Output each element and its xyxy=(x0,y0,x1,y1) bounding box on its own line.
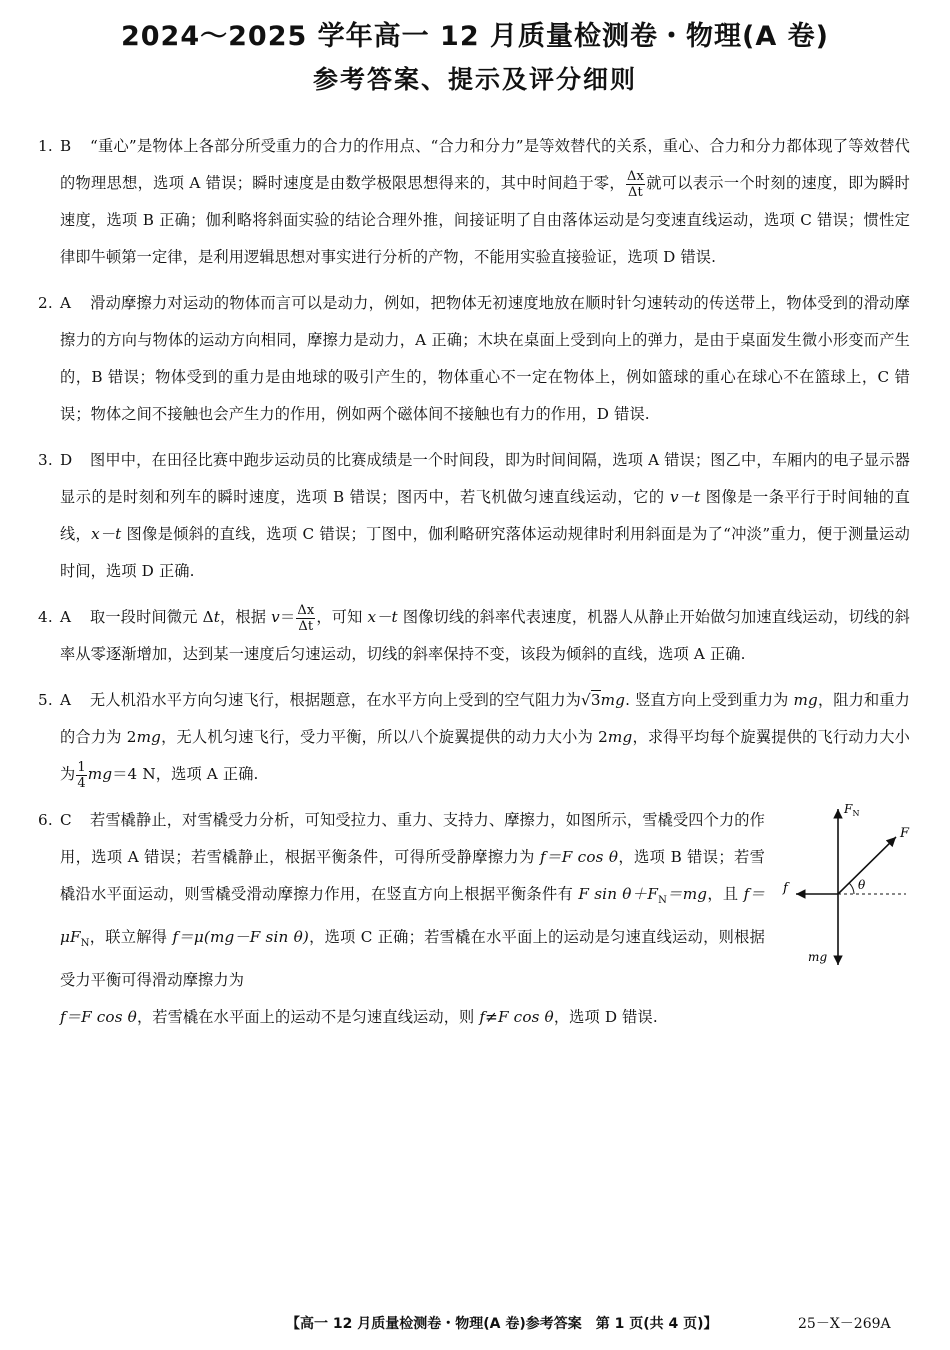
answer-text: ＝4 N，选项 A 正确. xyxy=(112,765,259,783)
answer-text: ，且 xyxy=(707,885,744,903)
math-symbol: mg xyxy=(600,691,626,709)
answer-list xyxy=(38,128,910,1045)
answer-text: 滑动摩擦力对运动的物体而言可以是动力，例如，把物体无初速度地放在顺时针匀速转动的传送带上，物体受到的滑动摩擦力的方向与物体的运动方向相同，摩擦力是动力，A 正确；木块在桌面上受到向上的弹力，是由于桌面发生微小形变而产生的，B 错误；物体受到的重力是由地球的吸引产生的，物体重心不一定在物体上，例如篮球的重心在球心不在篮球上，C 错误；物体之间不接触也会产生力的作用，例如两个磁体间不接触也有力的作用，D 错误. xyxy=(60,294,910,423)
math-symbol: v xyxy=(271,608,280,626)
answer-choice: A xyxy=(60,294,72,312)
math-symbol: v－t xyxy=(670,488,701,506)
answer-item-4 xyxy=(38,599,910,673)
answer-text: ，选项 D 错误. xyxy=(553,1008,658,1027)
math-subscript: N xyxy=(80,938,90,950)
answer-item-1 xyxy=(38,128,910,276)
footer-code: 25－X－269A xyxy=(798,1316,891,1332)
math-expression: f＝F cos θ xyxy=(540,848,619,866)
answer-text: 就可以表示一个时刻的速度，即为瞬时速度，选项 B 正确；伽利略将斜面实验的结论合理外推，间接证明了自由落体运动是匀变速直线运动，选项 C 错误；惯性定律即牛顿第一定律，是利用逻辑思想对事实进行分析的产物，不能用实验直接验证，选项 D 错误. xyxy=(60,174,910,266)
angle-arc xyxy=(849,883,854,894)
answer-text: ，阻力和重力的合力为 2 xyxy=(60,691,910,746)
answer-choice: A xyxy=(60,608,72,626)
answer-text: ，联立解得 xyxy=(89,928,173,947)
answer-item-3 xyxy=(38,442,910,590)
answer-text: ，若雪橇在水平面上的运动不是匀速直线运动，则 xyxy=(136,1008,480,1027)
math-subscript: N xyxy=(658,895,667,907)
answer-text: 图甲中，在田径比赛中跑步运动员的比赛成绩是一个时间段，即为时间间隔，选项 A 错误；图乙中，车厢内的电子显示器显示的是时刻和列车的瞬时速度，选项 B 错误；图丙中，若飞机做匀速直线运动，它的 xyxy=(60,451,910,506)
math-symbol: ＝ xyxy=(279,608,296,626)
question-number: 6. xyxy=(38,811,53,829)
fraction-denominator: Δt xyxy=(298,618,314,634)
math-expression: ＝mg xyxy=(666,885,708,903)
answer-text: 图像是一条平行于时间轴的直线， xyxy=(60,488,910,543)
question-number: 2. xyxy=(38,294,53,312)
normal-force-subscript: N xyxy=(852,809,860,818)
math-symbol: mg xyxy=(607,728,633,746)
theta-label: θ xyxy=(858,878,866,892)
question-number: 1. xyxy=(38,137,53,155)
fraction xyxy=(296,603,315,634)
math-symbol: x－t xyxy=(367,608,398,626)
answer-text: ，根据 xyxy=(220,608,272,626)
normal-force-symbol: F xyxy=(844,802,853,816)
fraction-numerator: Δx xyxy=(626,168,644,184)
fraction xyxy=(76,760,86,791)
pull-force-label: F xyxy=(900,826,910,841)
answer-text: . 竖直方向上受到重力为 xyxy=(625,691,794,709)
page-subtitle: 参考答案、提示及评分细则 xyxy=(312,65,637,94)
math-symbol: x－t xyxy=(91,525,122,543)
answer-text: 图像切线的斜率代表速度，机器人从静止开始做匀加速直线运动，切线的斜率从零逐渐增加，达到某一速度后匀速运动，切线的斜率保持不变，该段为倾斜的直线，选项 A 正确. xyxy=(60,608,910,663)
answer-choice: A xyxy=(60,691,72,709)
sqrt-sign: √ xyxy=(581,691,591,709)
answer-text: 无人机沿水平方向匀速飞行，根据题意，在水平方向上受到的空气阻力为 xyxy=(90,691,582,709)
fraction xyxy=(626,169,645,200)
fraction-numerator: Δx xyxy=(297,602,315,618)
answer-text: ，求得平均每个旋翼提供的飞行动力大小为 xyxy=(60,728,911,783)
math-symbol: mg xyxy=(793,691,818,709)
normal-force-label xyxy=(843,802,860,818)
fraction-denominator: Δt xyxy=(628,184,643,200)
force-diagram xyxy=(778,797,918,977)
answer-text: 若雪橇静止，对雪橇受力分析，可知受拉力、重力、支持力、摩擦力，如图所示，雪橇受四个力的作用，选项 A 错误；若雪橇静止，根据平衡条件，可得所受静摩擦力为 xyxy=(60,811,765,866)
answer-text: ，选项 C 正确；若雪橇在水平面上的运动是匀速直线运动，则根据受力平衡可得滑动摩擦力为 xyxy=(60,928,765,990)
question-number: 5. xyxy=(38,691,53,709)
math-expression: f＝μ(mg－F sin θ) xyxy=(172,928,309,947)
answer-text: ，无人机匀速飞行，受力平衡，所以八个旋翼提供的动力大小为 2 xyxy=(161,728,608,746)
math-symbol: mg xyxy=(87,765,113,783)
question-number: 4. xyxy=(38,608,53,626)
fraction-denominator: 4 xyxy=(77,775,86,791)
answer-text: 图像是倾斜的直线，选项 C 错误；丁图中，伽利略研究落体运动规律时利用斜面是为了“冲淡”重力，便于测量运动时间，选项 D 正确. xyxy=(60,525,910,580)
answer-text: ，选项 B 错误；若雪橇沿水平面运动，则雪橇受滑动摩擦力作用，在竖直方向上根据平衡条件有 xyxy=(60,848,765,903)
page-title: 2024～2025 学年高一 12 月质量检测卷・物理(A 卷) xyxy=(120,21,830,52)
answer-text: “重心”是物体上各部分所受重力的合力的作用点、“合力和分力”是等效替代的关系，重心、合力和分力都体现了等效替代的物理思想，选项 A 错误；瞬时速度是由数学极限思想得来的，其中时间趋于零， xyxy=(60,137,910,192)
math-expression: f≠F cos θ xyxy=(479,1008,554,1027)
answer-item-5 xyxy=(38,682,910,793)
question-number: 3. xyxy=(38,451,53,469)
sqrt-value: 3 xyxy=(590,691,601,709)
pull-force-arrow xyxy=(838,837,896,894)
answer-choice: D xyxy=(60,451,73,469)
math-expression: f＝F cos θ xyxy=(60,1008,137,1027)
math-expression: f＝μF xyxy=(60,885,765,947)
answer-text: ，可知 xyxy=(316,608,368,626)
math-expression: F sin θ＋F xyxy=(578,885,659,903)
answer-item-2 xyxy=(38,285,910,433)
answer-item-6 xyxy=(38,802,910,1036)
answer-choice: C xyxy=(60,811,72,829)
gravity-label: mg xyxy=(808,950,828,964)
footer-page-info: 【高一 12 月质量检测卷・物理(A 卷)参考答案 第 1 页(共 4 页)】 xyxy=(286,1316,718,1332)
fraction-numerator: 1 xyxy=(77,759,86,775)
friction-label: f xyxy=(783,881,788,896)
math-symbol: t xyxy=(213,608,221,626)
answer-choice: B xyxy=(60,137,72,155)
math-symbol: mg xyxy=(136,728,162,746)
answer-text: 取一段时间微元 Δ xyxy=(90,608,214,626)
